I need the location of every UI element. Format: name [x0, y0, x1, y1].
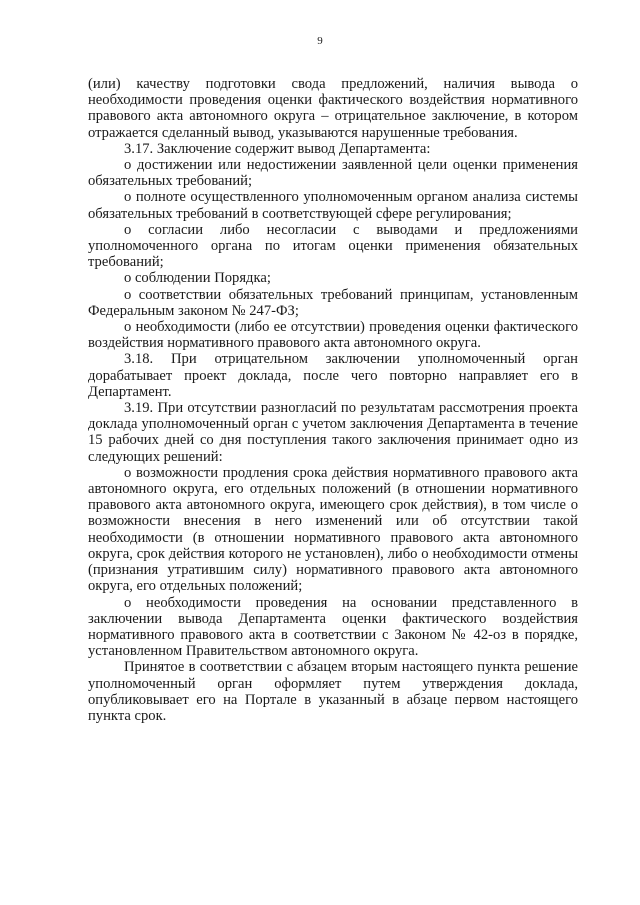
paragraph-decision-publication: Принятое в соответствии с абзацем вторым настоящего пункта решение уполномоченный орган оформляет путем утверждения доклада, опубликовывает его на Портале в указанный в абзаце первом настоящего пункта срок.: [88, 659, 578, 724]
paragraph-continuation: (или) качеству подготовки свода предложений, наличия вывода о необходимости проведения оценки фактического воздействия нормативного правового акта автономного округа – отрицательное заключение, в котором отражается сделанный вывод, указываются нарушенные требования.: [88, 76, 578, 141]
paragraph-3-17: 3.17. Заключение содержит вывод Департамента:: [124, 140, 431, 157]
paragraph-3-19: 3.19. При отсутствии разногласий по результатам рассмотрения проекта доклада уполномоченный орган с учетом заключения Департамента в течение 15 рабочих дней со дня поступления такого заключения принимает одно из следующих решений:: [88, 400, 578, 465]
list-item-principles-compliance: о соответствии обязательных требований принципам, установленным Федеральным законом № 247-ФЗ;: [88, 286, 578, 319]
list-item-impact-assessment-need: о необходимости (либо ее отсутствии) проведения оценки фактического воздействия нормативного правового акта автономного округа.: [88, 319, 578, 352]
paragraph-3-18: 3.18. При отрицательном заключении уполномоченный орган дорабатывает проект доклада, после чего повторно направляет его в Департамент.: [88, 351, 578, 400]
list-item-agreement: о согласии либо несогласии с выводами и предложениями уполномоченного органа по итогам оценки применения обязательных требований;: [88, 221, 578, 271]
list-item-goal-achievement: о достижении или недостижении заявленной цели оценки применения обязательных требований;: [88, 157, 578, 190]
document-body: [88, 76, 578, 724]
page-number: 9: [317, 35, 323, 47]
decision-item-impact-assessment: о необходимости проведения на основании представленного в заключении вывода Департамента оценки фактического воздействия нормативного правового акта в соответствии с Законом № 42-оз в порядке, установленном Правительством автономного округа.: [88, 594, 578, 660]
list-item-analysis-completeness: о полноте осуществленного уполномоченным органом анализа системы обязательных требований в соответствующей сфере регулирования;: [88, 189, 578, 222]
list-item-procedure-compliance: о соблюдении Порядка;: [124, 270, 271, 287]
decision-item-extension: о возможности продления срока действия нормативного правового акта автономного округа, его отдельных положений (в отношении нормативного правового акта автономного округа, имеющего срок действия), в том числе о возможности внесения в него изменений или об отсутствии такой необходимости (в отношении нормативного правового акта автономного округа, срок действия которого не установлен), либо о необходимости отмены (признания утратившим силу) нормативного правового акта автономного округа, его отдельных положений;: [88, 464, 578, 595]
